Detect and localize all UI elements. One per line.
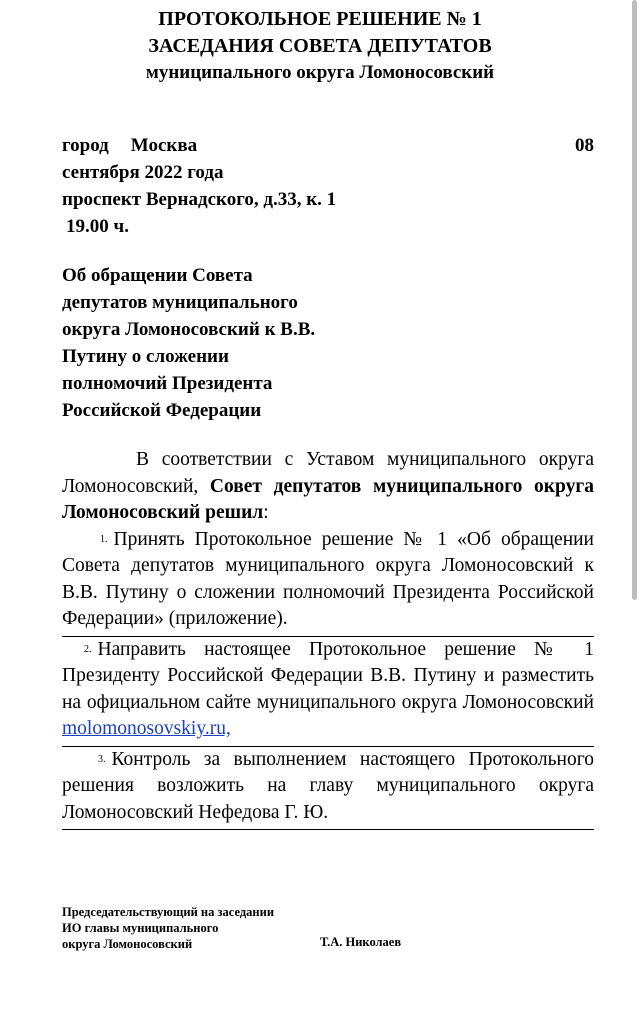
- scrollbar[interactable]: [632, 0, 637, 600]
- signatory-name: Т.А. Николаев: [320, 935, 402, 949]
- signature-role-line: Председательствующий на заседании: [62, 905, 275, 919]
- meeting-day: 08: [575, 135, 594, 156]
- intro-bold-text: Совет депутатов муниципального округа Ломоносовский решил: [62, 475, 594, 523]
- meeting-month-year: сентября 2022 года: [62, 162, 224, 183]
- intro-text: В соответствии с Уставом муниципального округа Ломоносовский,: [62, 449, 594, 497]
- item-text: Принять Протокольное решение № 1 «Об обращении Совета депутатов муниципального округа Ломоносовский к В.В. Путину о сложении полномочий Президента Российской Федерации» (приложение).: [62, 528, 594, 629]
- meeting-address: проспект Вернадского, д.33, к. 1: [62, 189, 337, 210]
- item-number: 1.: [100, 533, 108, 545]
- subject-line: депутатов муниципального: [62, 292, 298, 313]
- decision-item-2: [62, 637, 594, 747]
- city-word: город: [62, 135, 109, 156]
- decision-item-3: [62, 747, 594, 831]
- meeting-place-date-row: [62, 132, 594, 159]
- signature-block: [62, 904, 274, 952]
- document-title-line2: ЗАСЕДАНИЯ СОВЕТА ДЕПУТАТОВ: [148, 35, 492, 57]
- subject-line: Российской Федерации: [62, 400, 262, 421]
- item-number: 3.: [98, 753, 106, 765]
- decision-subject: [62, 262, 362, 424]
- meeting-details: [62, 132, 594, 240]
- intro-paragraph: [62, 447, 594, 527]
- item-text: Направить настоящее Протокольное решение № 1 Президенту Российской Федерации В.В. Путину и разместить на официальном сайте муниципального округа Ломоносовский: [62, 638, 594, 713]
- document-subtitle: муниципального округа Ломоносовский: [145, 62, 495, 83]
- intro-end: :: [263, 502, 269, 523]
- item-number: 2.: [84, 643, 92, 655]
- signature-role-line: ИО главы муниципального: [62, 921, 219, 935]
- document-header: [0, 6, 640, 86]
- subject-line: Об обращении Совета: [62, 265, 253, 286]
- decision-item-1: [62, 527, 594, 637]
- website-link[interactable]: molomonosovskiy.ru,: [62, 718, 231, 739]
- subject-line: округа Ломоносовский к В.В.: [62, 319, 316, 340]
- signature-role-line: округа Ломоносовский: [62, 937, 193, 951]
- document-title: ПРОТОКОЛЬНОЕ РЕШЕНИЕ № 1: [158, 8, 482, 30]
- item-text: Контроль за выполнением настоящего Протокольного решения возложить на главу муниципального округа Ломоносовский Нефедова Г. Ю.: [62, 748, 594, 823]
- subject-line: полномочий Президента: [62, 373, 273, 394]
- city-name: Москва: [130, 135, 198, 156]
- decision-body: [62, 447, 594, 830]
- meeting-time: 19.00 ч.: [66, 216, 129, 237]
- subject-line: Путину о сложении: [62, 346, 229, 367]
